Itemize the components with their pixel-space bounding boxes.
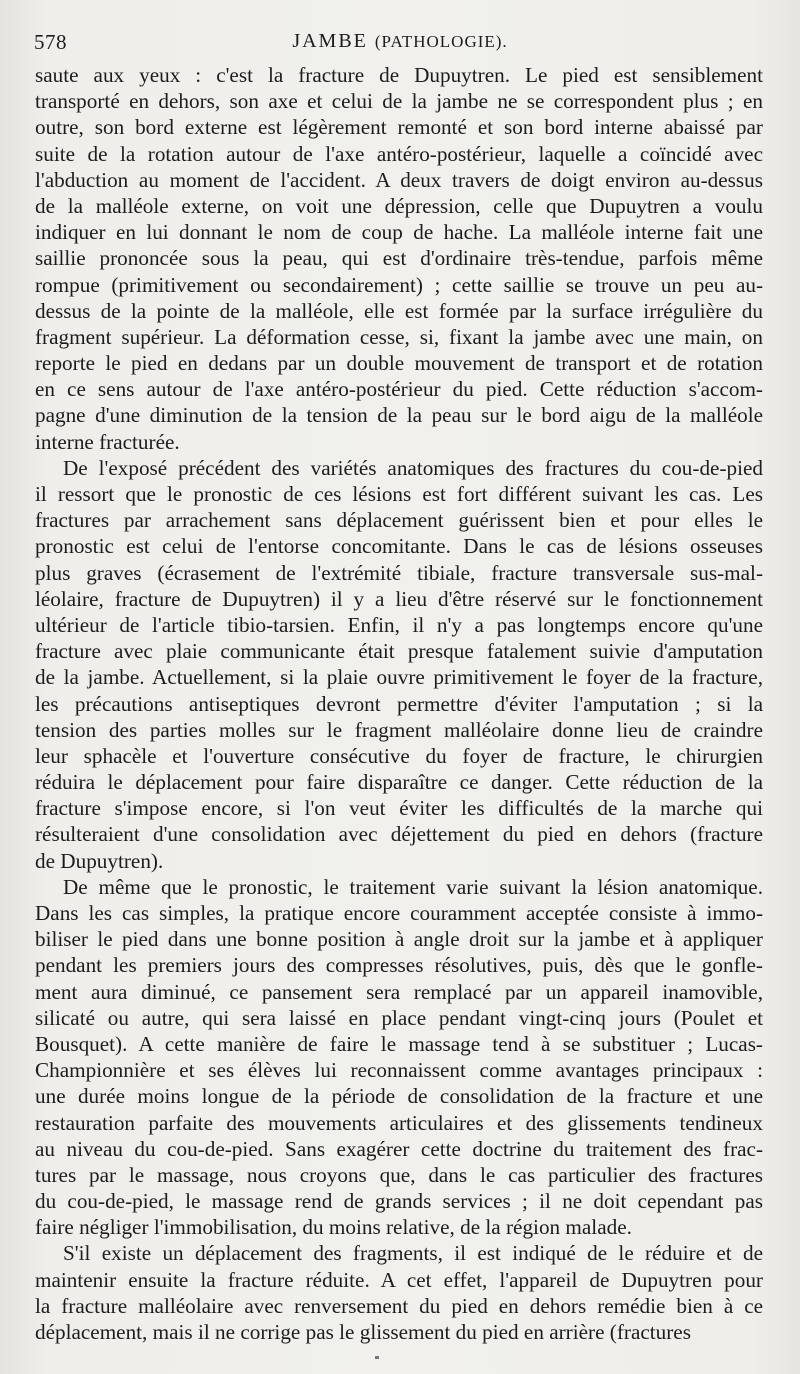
text-line: silicaté ou autre, qui sera laissé en place pendant vingt-cinq jours (Poulet et [35, 1005, 763, 1030]
text-line: fragment supérieur. La déformation cesse, si, fixant la jambe avec une main, on [35, 324, 763, 349]
text-line: en ce sens autour de l'axe antéro-postérieur du pied. Cette réduction s'accom- [35, 377, 763, 402]
running-header [34, 30, 766, 60]
running-title-subtitle: (PATHOLOGIE). [374, 32, 508, 51]
text-line: De même que le pronostic, le traitement varie suivant la lésion anatomique. [63, 874, 763, 899]
body-text [35, 62, 763, 1345]
text-line: résulteraient d'une consolidation avec déjettement du pied en dehors (fracture [35, 822, 763, 847]
text-line: les précautions antiseptiques devront permettre d'éviter l'amputation ; si la [35, 691, 763, 716]
text-line: transporté en dehors, son axe et celui de la jambe ne se correspondent plus ; en [35, 89, 763, 114]
text-line: de Dupuytren). [35, 848, 164, 873]
page-number: 578 [34, 30, 67, 54]
text-line: Dans les cas simples, la pratique encore couramment acceptée consiste à immo- [35, 901, 763, 925]
text-line: interne fracturée. [35, 429, 180, 454]
text-line: pendant les premiers jours des compresses résolutives, puis, dès que le gonfle- [35, 953, 763, 978]
text-line: S'il existe un déplacement des fragments, il est indiqué de le réduire et de [63, 1241, 763, 1266]
text-line: biliser le pied dans une bonne position à angle droit sur la jambe et à appliquer [35, 927, 763, 952]
text-line: saillie prononcée sous la peau, qui est d'ordinaire très-tendue, parfois même [35, 246, 763, 271]
text-line: une durée moins longue de la période de consolidation de la fracture et une [35, 1084, 763, 1109]
text-line: l'abduction au moment de l'accident. A deux travers de doigt environ au-dessus [35, 167, 763, 192]
text-line: de la malléole externe, on voit une dépression, celle que Dupuytren a voulu [35, 193, 763, 218]
text-line: maintenir ensuite la fracture réduite. A cet effet, l'appareil de Dupuytren pour [35, 1267, 763, 1292]
text-line: ment aura diminué, ce pansement sera remplacé par un appareil inamovible, [35, 979, 763, 1004]
text-line: dessus de la pointe de la malléole, elle est formée par la surface irrégulière du [35, 298, 763, 323]
text-line: De l'exposé précédent des variétés anatomiques des fractures du cou-de-pied [63, 455, 763, 480]
text-line: outre, son bord externe est légèrement remonté et son bord interne abaissé par [35, 115, 763, 140]
text-line: fractures par arrachement sans déplacement guérissent bien et pour elles le [35, 508, 763, 533]
text-line: indiquer en lui donnant le nom de coup de hache. La malléole interne fait une [35, 220, 763, 245]
text-line: reporte le pied en dedans par un double mouvement de transport et de rotation [35, 351, 763, 376]
text-line: il ressort que le pronostic de ces lésions est fort différent suivant les cas. Les [35, 482, 763, 506]
text-line: la fracture malléolaire avec renversement du pied en dehors remédie bien à ce [35, 1293, 763, 1318]
text-line: au niveau du cou-de-pied. Sans exagérer cette doctrine du traitement des frac- [35, 1136, 763, 1161]
text-line: léolaire, fracture de Dupuytren) il y a lieu d'être réservé sur le fonctionnement [35, 586, 763, 611]
text-line: faire négliger l'immobilisation, du moins relative, de la région malade. [35, 1215, 632, 1240]
text-line: fracture s'impose encore, si l'on veut éviter les difficultés de la marche qui [35, 796, 763, 821]
running-title-main: JAMBE [292, 30, 368, 52]
text-line: déplacement, mais il ne corrige pas le glissement du pied en arrière (fractures [35, 1320, 691, 1344]
text-line: ultérieur de l'article tibio-tarsien. Enfin, il n'y a pas longtemps encore qu'une [35, 612, 763, 637]
text-line: tures par le massage, nous croyons que, dans le cas particulier des fractures [35, 1162, 763, 1187]
text-line: fracture avec plaie communicante était presque fatalement suivie d'amputation [35, 639, 763, 664]
text-line: du cou-de-pied, le massage rend de grands services ; il ne doit cependant pas [35, 1189, 763, 1214]
text-line: réduira le déplacement pour faire disparaître ce danger. Cette réduction de la [35, 770, 763, 795]
text-line: saute aux yeux : c'est la fracture de Dupuytren. Le pied est sensiblement [35, 63, 763, 87]
text-line: plus graves (écrasement de l'extrémité tibiale, fracture transversale sus-mal- [35, 560, 763, 585]
text-line: Bousquet). A cette manière de faire le massage tend à se substituer ; Lucas- [35, 1031, 763, 1056]
text-line: tension des parties molles sur le fragment malléolaire donne lieu de craindre [35, 717, 763, 742]
text-line: rompue (primitivement ou secondairement) ; cette saillie se trouve un peu au- [35, 272, 763, 297]
footer-mark [375, 1356, 379, 1359]
text-line: restauration parfaite des mouvements articulaires et des glissements tendineux [35, 1110, 763, 1135]
text-line: de la jambe. Actuellement, si la plaie ouvre primitivement le foyer de la fracture, [35, 665, 763, 690]
running-title [34, 30, 766, 53]
text-line: Championnière et ses élèves lui reconnaissent comme avantages principaux : [35, 1058, 763, 1083]
text-line: pagne d'une diminution de la tension de la peau sur le bord aigu de la malléole [35, 403, 763, 428]
text-line: suite de la rotation autour de l'axe antéro-postérieur, laquelle a coïncidé avec [35, 141, 763, 166]
text-line: pronostic est celui de l'entorse concomitante. Dans le cas de lésions osseuses [35, 534, 763, 559]
text-line: leur sphacèle et l'ouverture consécutive du foyer de fracture, le chirurgien [35, 743, 763, 768]
